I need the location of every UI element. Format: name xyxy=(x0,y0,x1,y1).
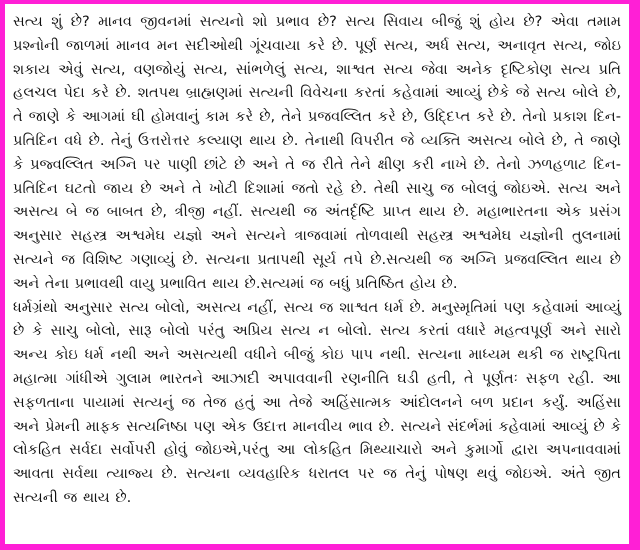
paragraph-truth-definition: સત્ય શું છે? માનવ જીવનમાં સત્યનો શો પ્રભાવ છે? સત્ય સિવાય બીજું શું હોય છે? એવા તમામ પ્રશ્નોની જાળમાં માનવ મન સદીઓથી ગૂંચવાયા કરે છે. પૂર્ણ સત્ય, અર્ધ સત્ય, અનાવૃત સત્ય, જોઇ શકાય એવું સત્ય, વણજોયું સત્ય, સાંભળેલું સત્ય, શાશ્વત સત્ય જેવા અનેક દૃષ્ટિકોણ સત્ય પ્રતિ હલચલ પેદા કરે છે. શતપથ બ્રાહ્મણમાં સત્યની વિવેચના કરતાં કહેવામાં આવ્યું છેકે જે સત્ય બોલે છે, તે જાણે કે આગમાં ઘી હોમવાનું કામ કરે છે, તેને પ્રજવલ્લિત કરે છે, ઉદ્દિપ્ત કરે છે. તેનો પ્રકાશ દિન-પ્રતિદિન વધે છે. તેનું ઉત્તરોત્તર કલ્યાણ થાય છે. તેનાથી વિપરીત જે વ્યક્તિ અસત્ય બોલે છે, તે જાણે કે પ્રજ્વલ્લિત અગ્નિ પર પાણી છાંટે છે અને તે જ રીતે તેને ક્ષીણ કરી નાખે છે. તેનો ઝળહળાટ દિન-પ્રતિદિન ઘટતો જાય છે અને તે ખોટી દિશામાં જતો રહે છે. તેથી સાચુ જ બોલવું જોઇએ. સત્ય અને અસત્ય બે જ બાબત છે, ત્રીજી નહીં. સત્યથી જ અંતર્દૃષ્ટિ પ્રાપ્ત થાય છે. મહાભારતના એક પ્રસંગ અનુસાર સહસ્ત્ર અશ્વમેઘ યજ્ઞો અને સત્યને ત્રાજવામાં તોળવાથી સહસ્ત્ર અશ્વમેઘ યજ્ઞોની તુલનામાં સત્યને જ વિશિષ્ટ ગણાવ્યું છે. સત્યના પ્રતાપથી સૂર્ય તપે છે.સત્યથી જ અગ્નિ પ્રજવલ્લિત થાય છે અને તેના પ્રભાવથી વાયુ પ્રભાવિત થાય છે.સત્યમાં જ બધું પ્રતિષ્ઠિત હોય છે. xyxy=(13,13,621,292)
article-page xyxy=(5,4,629,544)
paragraph-truth-dharma: ધર્મગ્રંથો અનુસાર સત્ય બોલો, અસત્ય નહીં, સત્ય જ શાશ્વત ધર્મ છે. મનુસ્મૃતિમાં પણ કહેવામાં આવ્યું છે કે સાચુ બોલો, સારૂ બોલો પરંતુ અપ્રિય સત્ય ન બોલો. સત્ય કરતાં વધારે મહત્વપૂર્ણ અને સારો અન્ય કોઇ ધર્મ નથી અને અસત્યથી વધીને બીજું કોઇ પાપ નથી. સત્યના માધ્યમ થકી જ રાષ્ટ્રપિતા મહાત્મા ગાંધીએ ગુલામ ભારતને આઝાદી અપાવવાની રણનીતિ ઘડી હતી, તે પૂર્ણતઃ સફળ રહી. આ સફળતાના પાયામાં સત્યનું જ તેજ હતું આ તેજે અહિંસાત્મક આંદોલનને બળ પ્રદાન કર્યું. અહિંસા અને પ્રેમની માફક સત્યનિષ્ઠા પણ એક ઉદાત્ત માનવીય ભાવ છે. સત્યને સંદર્ભમાં કહેવામાં આવ્યું છે કે લોકહિત સર્વદા સર્વોપરી હોવું જોઇએ,પરંતુ આ લોકહિત મિથ્યાચારો અને કુમાર્ગો દ્વારા અપનાવવામાં આવતા સર્વથા ત્યાજ્ય છે. સત્યના વ્યવહારિક ધરાતલ પર જ તેનું પોષણ થવું જોઇએ. અંતે જીત સત્યની જ થાય છે. xyxy=(13,298,621,506)
